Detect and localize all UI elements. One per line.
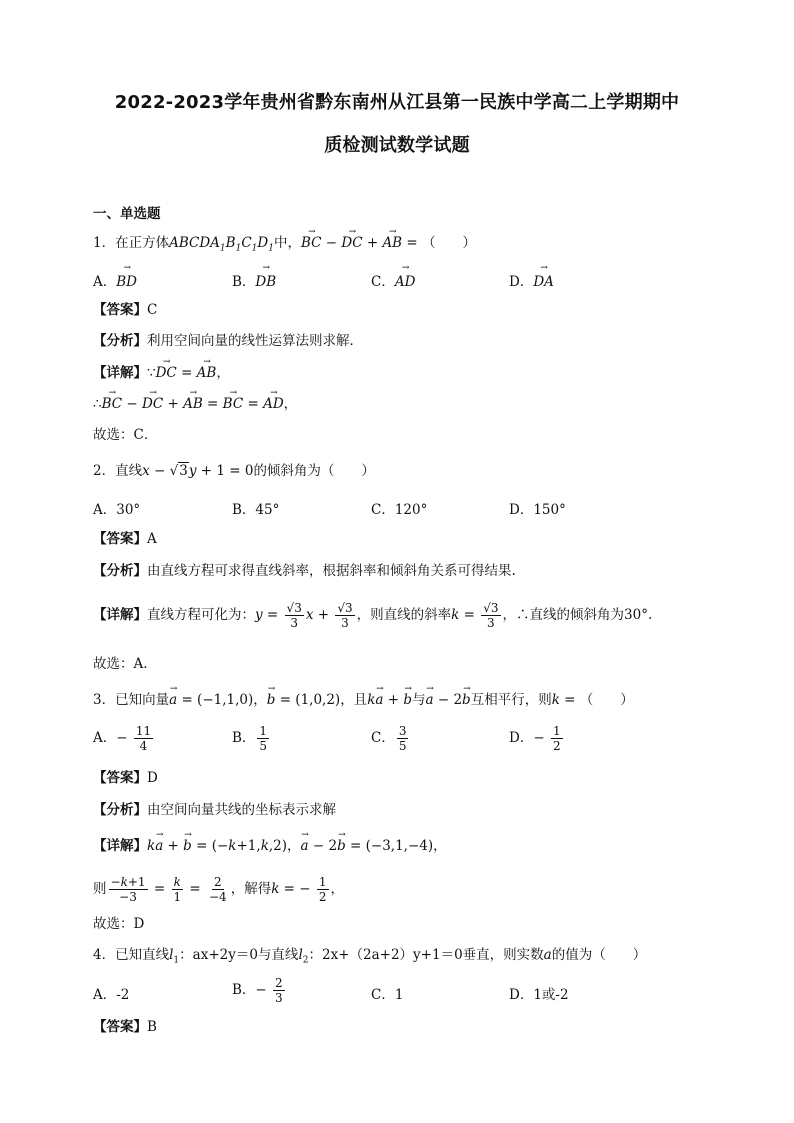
- q2-stem: 2．直线x − √3y + 1 = 0的倾斜角为（ ）: [93, 463, 375, 479]
- q2-option-a: A．30°: [93, 502, 141, 518]
- q3-stem: 3．已知向量→ a = (−1,1,0)，→ b = (1,0,2)，且k→ a + → b与→ a − 2→ b互相平行，则k = （ ）: [93, 690, 634, 710]
- q3-option-d: D．− $\frac{1}{2}$: [509, 724, 561, 753]
- page-title-line1: 2022-2023学年贵州省黔东南州从江县第一民族中学高二上学期期中: [114, 92, 680, 113]
- q3-option-c: C． $\frac{3}{5}$: [371, 724, 407, 753]
- q1-option-a: A．→ BD: [93, 270, 137, 290]
- q1-stem-prefix: 1．在正方体: [93, 235, 170, 251]
- q2-answer: 【答案】A: [93, 531, 157, 547]
- q1-stem-mid: 中，: [273, 235, 301, 251]
- q2-analysis: 【分析】由直线方程可求得直线斜率，根据斜率和倾斜角关系可得结果.: [93, 563, 516, 579]
- q1-answer: 【答案】C: [93, 302, 158, 318]
- q1-analysis: 【分析】利用空间向量的线性运算法则求解．: [93, 333, 363, 349]
- q1-choose: 故选：C．: [93, 427, 158, 443]
- q2-option-d: D．150°: [509, 502, 566, 518]
- q2-choose: 故选：A.: [93, 656, 148, 672]
- page-title-line2: 质检测试数学试题: [324, 135, 470, 156]
- q1-option-c: C．→ AD: [371, 270, 415, 290]
- q2-option-b: B．45°: [232, 502, 280, 518]
- q4-option-d: D．1或-2: [509, 987, 569, 1003]
- q3-choose: 故选：D: [93, 916, 145, 932]
- q3-detail-1: 【详解】k→ a + → b = (−k+1,k,2)，→ a − 2→ b = (−3,1,−4)，: [93, 836, 447, 856]
- q1-option-d: D．→ DA: [509, 270, 554, 290]
- q3-answer: 【答案】D: [93, 770, 158, 786]
- q4-option-b: B．− $\frac{2}{3}$: [232, 976, 283, 1005]
- q3-option-a: A．− $\frac{11}{4}$: [93, 724, 152, 753]
- q4-option-c: C．1: [371, 987, 404, 1003]
- q2-detail: 【详解】直线方程可化为：y = $\frac{√3}{3}$ x + $\frac{√3}{3}$ ，则直线的斜率k = $\frac{√3}{3}$ ，∴直线的倾斜角为30°.: [93, 601, 653, 630]
- q3-option-b: B． $\frac{1}{5}$: [232, 724, 268, 753]
- q3-analysis: 【分析】由空间向量共线的坐标表示求解: [93, 802, 336, 818]
- q3-detail-2: 则 $\frac{-k+1}{-3}$ = $\frac{k}{1}$ = $\frac{2}{-4}$ ，解得k = − $\frac{1}{2}$ ，: [93, 875, 345, 904]
- q4-stem: 4．已知直线$l_1$：ax+2y＝0与直线$l_2$：2x+（2a+2）y+1＝0垂直，则实数a的值为（ ）: [93, 947, 647, 966]
- q4-option-a: A．-2: [93, 987, 130, 1003]
- q1-detail-1: 【详解】∵→ DC = → AB，: [93, 363, 230, 383]
- q1-option-b: B．→ DB: [232, 270, 276, 290]
- q1-detail-2: ∴→ BC − → DC + → AB = → BC = → AD，: [93, 394, 297, 414]
- q4-answer: 【答案】B: [93, 1019, 157, 1035]
- section-heading: 一、单选题: [93, 206, 161, 222]
- q1-stem-suffix: （ ）: [422, 235, 477, 251]
- q1-stem: 1．在正方体$ABCDA_1B_1C_1D_1$中，→ BC − → DC + → AB = （ ）: [93, 233, 476, 259]
- q2-option-c: C．120°: [371, 502, 428, 518]
